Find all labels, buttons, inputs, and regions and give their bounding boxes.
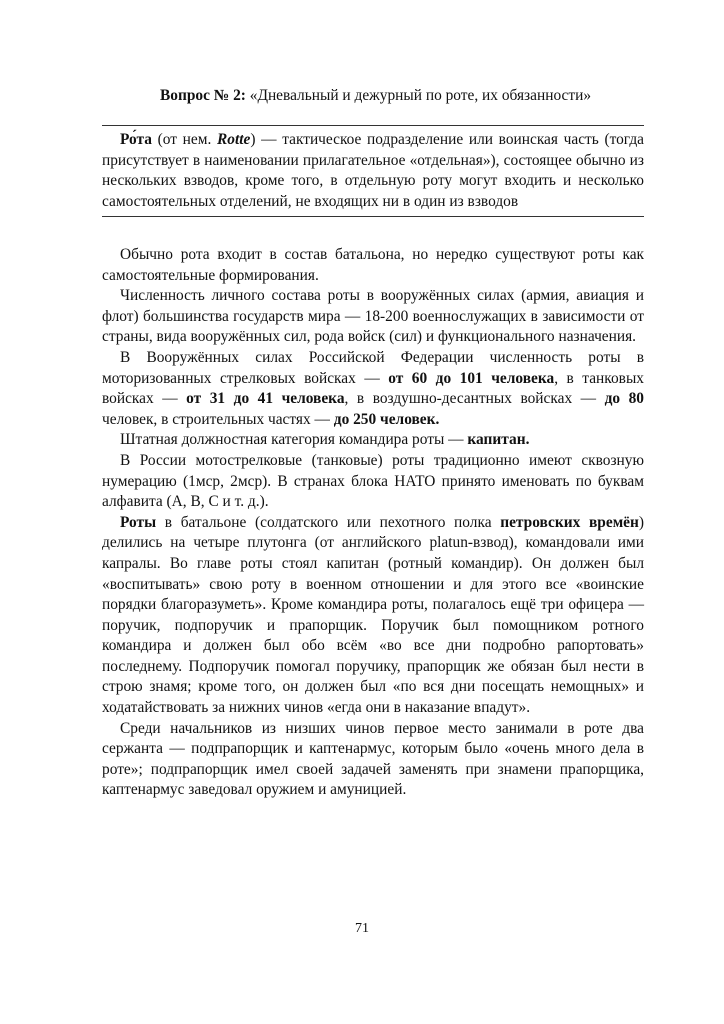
page-number: 71 (355, 921, 369, 936)
paragraph-7: Среди начальников из низших чинов первое место занимали в роте два сержанта — подпрапорщик и каптенармус, которым было «очень много дела в роте»; подпрапорщик имел своей задачей заменять при знамени прапорщика, каптенармус заведовал оружием и амуницией. (102, 719, 644, 799)
definition-origin: Rotte (216, 131, 251, 148)
question-title: «Дневальный и дежурный по роте, их обязанности» (245, 87, 592, 104)
definition-text: Ро́та (от нем. Rotte) — тактическое подразделение или воинская часть (тогда присутствует в наименовании прилагательное «отдельная»), состоящее обычно из нескольких взводов, кроме того, в отдельную роту могут входить и несколько самостоятельных отделений, не входящих ни в один из взводов (102, 131, 645, 210)
body-text (102, 245, 644, 801)
paragraph-2: Численность личного состава роты в вооружённых силах (армия, авиация и флот) большинства государств мира — 18-200 военнослужащих в зависимости от страны, вида вооружённых сил, рода войск (сил) и функционального назначения. (102, 287, 644, 346)
definition-box (102, 125, 644, 217)
paragraph-4: Штатная должностная категория командира роты — капитан. (120, 431, 530, 449)
question-heading (160, 85, 680, 107)
question-label: Вопрос № 2: (160, 87, 246, 104)
definition-term: Ро́та (120, 131, 152, 148)
paragraph-5: В России мотострелковые (танковые) роты традиционно имеют сквозную нумерацию (1мср, 2мср). В странах блока НАТО принято именовать по буквам алфавита (A, B, C и т. д.). (102, 451, 644, 511)
paragraph-3: В Вооружённых силах Российской Федерации численность роты в моторизованных стрелковых войсках — от 60 до 101 человека, в танковых войсках — от 31 до 41 человека, в воздушно-десантных войсках — до 80 человек, в строительных частях — до 250 человек. (102, 348, 644, 428)
paragraph-1: Обычно рота входит в состав батальона, но нередко существуют роты как самостоятельные формирования. (102, 246, 644, 284)
paragraph-6: Роты в батальоне (солдатского или пехотного полка петровских времён) делились на четыре плутонга (от английского platun-взвод), командовали ими капралы. Во главе роты стоял капитан (ротный командир). Он должен был «воспитывать» свою роту в военном отношении и для этого все «воинские порядки благоразуметь». Кроме командира роты, полагалось ещё три офицера — поручик, подпоручик и прапорщик. Поручик был помощником ротного командира и должен был обо всём «во все дни подробно рапортовать» последнему. Подпоручик помогал поручику, прапорщик же обязан был нести в строю знамя; кроме того, он должен был «по вся дни посещать немощных» и ходатайствовать за нижних чинов «егда они в наказание впадут». (102, 513, 645, 717)
